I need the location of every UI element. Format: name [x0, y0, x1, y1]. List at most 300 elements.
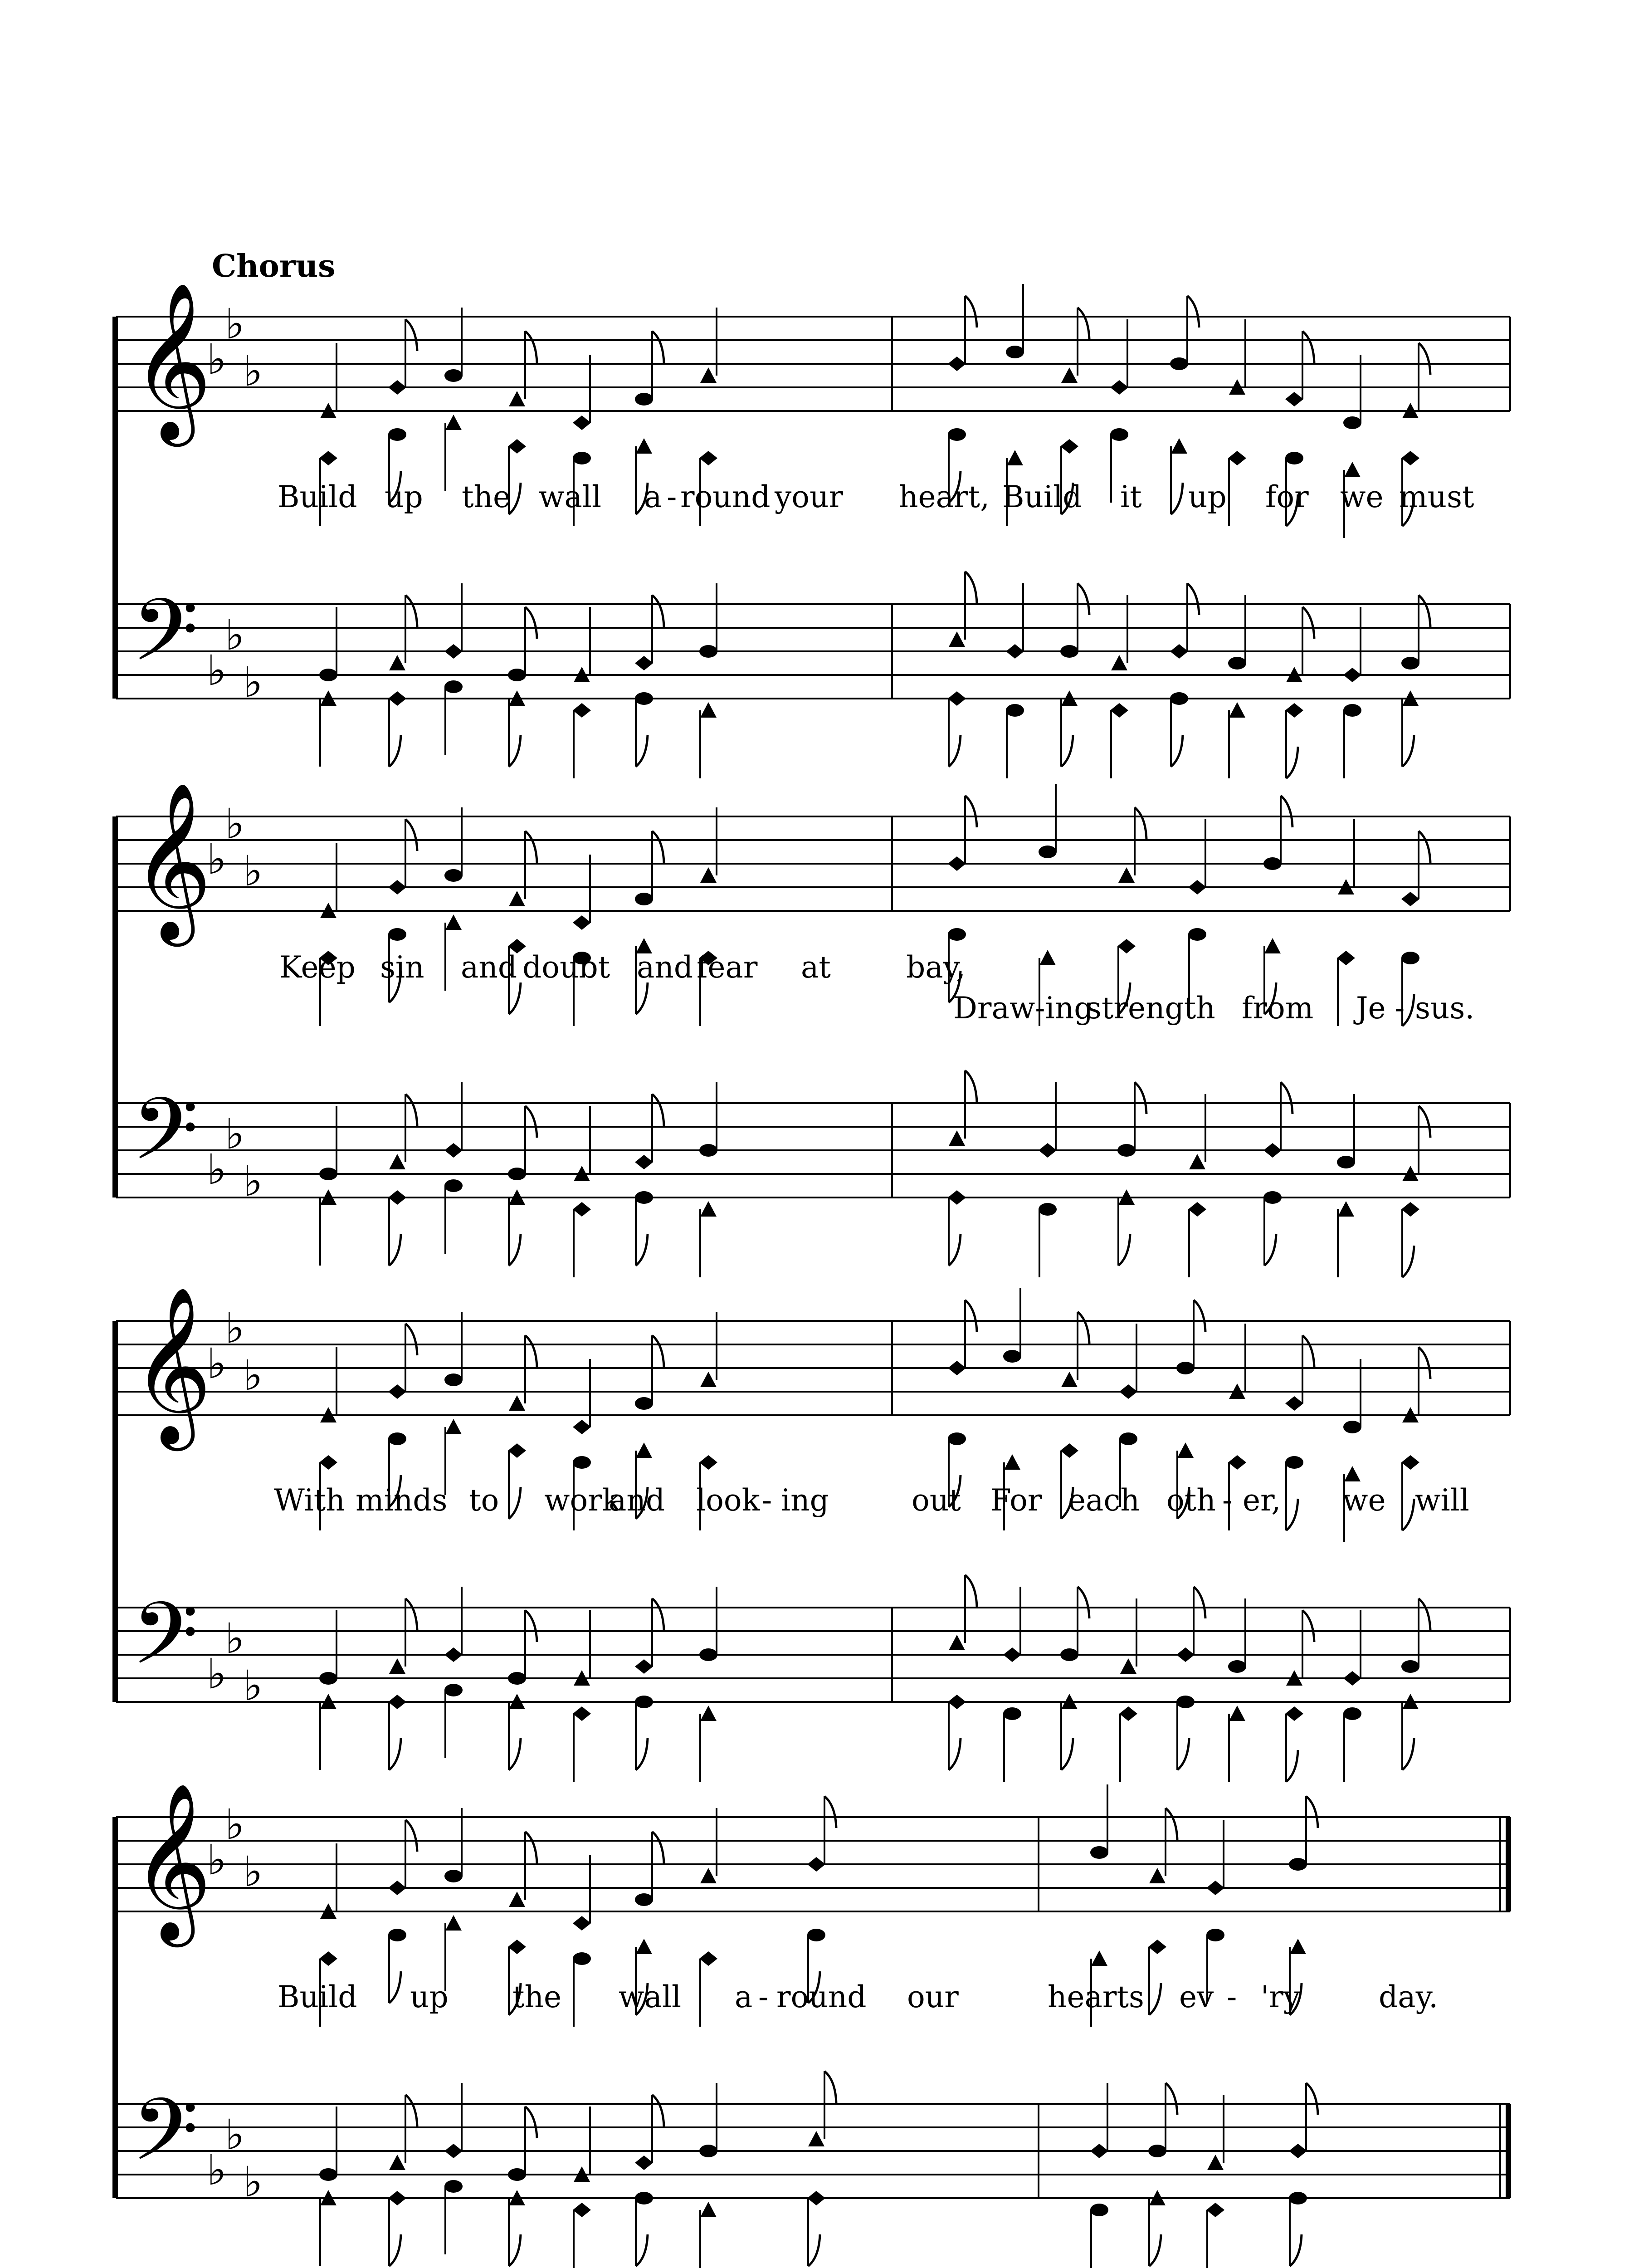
- bass-staff: [116, 1103, 1510, 1198]
- lyric-syllable: With: [274, 1483, 345, 1518]
- note-head: [509, 391, 525, 406]
- note-head: [1003, 1707, 1021, 1720]
- note-head: [508, 1168, 526, 1180]
- note-head: [949, 1635, 965, 1650]
- note-head: [1401, 952, 1419, 964]
- note-head: [948, 1361, 966, 1375]
- note-head: [508, 1940, 526, 1954]
- note-head: [444, 1374, 463, 1386]
- note-flag: [389, 1971, 401, 2003]
- note-head: [1289, 1858, 1307, 1871]
- note-head: [1004, 1454, 1020, 1470]
- music-system-2: [112, 781, 1510, 1277]
- note-head: [444, 1647, 463, 1662]
- note-head: [1285, 452, 1303, 464]
- note-flag: [509, 1738, 521, 1770]
- note-flag: [1149, 1983, 1161, 2015]
- note-flag: [1264, 1234, 1276, 1266]
- note-head: [573, 1952, 591, 1965]
- note-head: [1176, 1696, 1195, 1708]
- note-head: [1117, 939, 1136, 953]
- note-head: [1289, 2192, 1307, 2204]
- note-head: [319, 1168, 337, 1180]
- note-head: [1177, 1442, 1194, 1458]
- flat-sign-icon: ♭: [207, 2146, 227, 2195]
- lyric-syllable: it: [1120, 479, 1142, 514]
- flat-sign-icon: ♭: [225, 611, 245, 660]
- lyric-syllable: from: [1242, 991, 1314, 1026]
- note-head: [1264, 938, 1281, 953]
- note-flag: [1419, 831, 1430, 863]
- note-head: [700, 367, 717, 383]
- note-flag: [1402, 1246, 1414, 1277]
- note-flag: [525, 1610, 537, 1642]
- note-head: [319, 1951, 337, 1966]
- note-head: [573, 452, 591, 464]
- note-head: [1188, 1202, 1206, 1217]
- note-head: [1188, 928, 1206, 941]
- note-head: [635, 1191, 653, 1204]
- flat-sign-icon: ♭: [243, 658, 263, 707]
- lyric-syllable: your: [775, 479, 844, 514]
- note-head: [508, 1672, 526, 1685]
- note-head: [1039, 1203, 1057, 1216]
- note-flag: [652, 1832, 664, 1863]
- note-flag: [1302, 331, 1314, 363]
- lyric-syllable: a: [735, 1980, 753, 2014]
- note-head: [948, 1432, 966, 1445]
- note-head: [1207, 2155, 1224, 2170]
- note-head: [1060, 439, 1078, 454]
- note-head: [1338, 1201, 1354, 1217]
- note-flag: [509, 2234, 521, 2266]
- note-head: [1171, 438, 1187, 454]
- note-flag: [965, 796, 977, 827]
- note-head: [1148, 1940, 1166, 1954]
- note-flag: [389, 1234, 401, 1266]
- system-bracket: [112, 1321, 118, 1702]
- note-head: [1290, 1939, 1306, 1954]
- lyric-syllable: hearts: [1048, 1980, 1144, 2014]
- lyric-syllable: Keep: [279, 950, 356, 985]
- note-flag: [652, 331, 664, 363]
- note-head: [509, 1395, 525, 1411]
- note-head: [509, 891, 525, 906]
- note-head: [635, 1397, 653, 1410]
- lyric-syllable: strength: [1086, 991, 1215, 1026]
- note-head: [444, 680, 463, 693]
- note-flag: [1290, 2234, 1302, 2266]
- note-flag: [1078, 583, 1089, 615]
- lyric-syllable: er,: [1243, 1483, 1281, 1518]
- flat-sign-icon: ♭: [243, 1351, 263, 1400]
- note-heads: [319, 784, 1430, 1277]
- note-head: [635, 393, 653, 406]
- note-head: [1006, 704, 1024, 717]
- note-head: [573, 703, 591, 718]
- note-flag: [525, 1106, 537, 1138]
- lyric-hyphen: -: [1227, 1980, 1237, 2014]
- note-head: [1263, 1191, 1282, 1204]
- note-head: [1285, 1706, 1303, 1721]
- note-head: [948, 357, 966, 371]
- note-head: [319, 2168, 337, 2181]
- note-flag: [1306, 2083, 1318, 2115]
- note-head: [948, 1695, 966, 1709]
- note-head: [1006, 644, 1024, 659]
- note-head: [444, 1684, 463, 1696]
- note-head: [635, 2192, 653, 2204]
- lyric-syllable: our: [907, 1980, 959, 2014]
- note-head: [1229, 702, 1245, 718]
- note-head: [388, 1384, 406, 1399]
- note-head: [445, 1915, 462, 1931]
- note-flag: [1281, 1082, 1292, 1114]
- note-flag: [652, 1598, 664, 1630]
- music-system-3: [112, 1286, 1510, 1782]
- flat-sign-icon: ♭: [207, 1145, 227, 1194]
- note-head: [1343, 704, 1361, 717]
- note-head: [1117, 1144, 1136, 1157]
- lyrics-line-1: [278, 479, 1474, 514]
- note-head: [1061, 367, 1078, 383]
- note-head: [444, 2180, 463, 2193]
- lyric-syllable: Je: [1356, 991, 1386, 1026]
- note-head: [699, 451, 717, 465]
- note-flag: [389, 1738, 401, 1770]
- note-head: [445, 1419, 462, 1434]
- flat-sign-icon: ♭: [243, 347, 263, 396]
- lyric-syllable: fear: [697, 950, 758, 985]
- note-flag: [965, 1070, 977, 1102]
- note-flag: [509, 1234, 521, 1266]
- music-system-1: [112, 281, 1510, 778]
- note-head: [807, 2191, 825, 2205]
- flat-sign-icon: ♭: [225, 300, 245, 348]
- note-head: [573, 1420, 591, 1434]
- lyric-hyphen: -: [758, 1980, 769, 2014]
- note-flag: [965, 572, 977, 603]
- flat-sign-icon: ♭: [243, 1157, 263, 1206]
- note-flag: [636, 1738, 648, 1770]
- final-bar-line: [1506, 2104, 1511, 2198]
- note-head: [636, 1939, 652, 1954]
- note-flag: [509, 1487, 521, 1519]
- note-head: [444, 644, 463, 659]
- note-head: [388, 691, 406, 706]
- note-flag: [405, 1324, 417, 1355]
- note-flag: [1286, 1499, 1298, 1530]
- note-flag: [405, 319, 417, 351]
- note-head: [1039, 1143, 1057, 1158]
- lyrics-line-2: [279, 950, 1474, 1026]
- note-head: [1060, 645, 1078, 658]
- lyric-syllable: look: [696, 1483, 760, 1518]
- note-head: [445, 415, 462, 430]
- note-head: [949, 1130, 965, 1146]
- note-flag: [1135, 1082, 1146, 1114]
- note-head: [1003, 1350, 1021, 1363]
- lyric-syllable: out: [912, 1483, 961, 1518]
- note-head: [444, 1179, 463, 1192]
- note-head: [948, 428, 966, 441]
- note-flag: [1402, 1738, 1414, 1770]
- note-head: [1343, 1421, 1361, 1433]
- lyric-syllable: ev: [1179, 1980, 1214, 2014]
- bass-staff: [116, 604, 1510, 699]
- note-flag: [1078, 1312, 1089, 1344]
- flat-sign-icon: ♭: [243, 847, 263, 895]
- note-flag: [525, 1335, 537, 1367]
- note-head: [1119, 1706, 1137, 1721]
- note-head: [635, 2156, 653, 2170]
- flat-sign-icon: ♭: [207, 335, 227, 384]
- note-head: [444, 2144, 463, 2158]
- note-head: [1006, 346, 1024, 358]
- note-head: [573, 915, 591, 930]
- note-head: [573, 2203, 591, 2217]
- lyric-syllable: at: [801, 950, 831, 985]
- lyric-syllable: sus.: [1415, 991, 1475, 1026]
- lyric-syllable: and: [609, 1483, 665, 1518]
- note-flag: [965, 296, 977, 327]
- note-head: [389, 2155, 405, 2170]
- note-flag: [652, 1094, 664, 1126]
- lyric-syllable: up: [410, 1980, 449, 2014]
- note-flag: [965, 1575, 977, 1607]
- note-flag: [509, 982, 521, 1014]
- note-flag: [1402, 1499, 1414, 1530]
- note-head: [699, 1951, 717, 1966]
- note-head: [444, 369, 463, 382]
- note-head: [1206, 2203, 1224, 2217]
- lyric-syllable: oth: [1166, 1483, 1216, 1518]
- note-head: [509, 1892, 525, 1907]
- note-flag: [405, 1094, 417, 1126]
- note-head: [700, 867, 717, 883]
- note-head: [508, 439, 526, 454]
- bass-staff: [116, 1608, 1510, 1702]
- note-head: [1110, 428, 1128, 441]
- note-head: [948, 1190, 966, 1205]
- note-flag: [1302, 607, 1314, 639]
- note-head: [388, 428, 406, 441]
- lyric-syllable: up: [1188, 479, 1227, 514]
- note-flag: [525, 1832, 537, 1863]
- note-head: [1401, 657, 1419, 670]
- lyric-syllable: ing: [781, 1483, 829, 1518]
- note-head: [319, 669, 337, 681]
- note-flag: [1286, 747, 1298, 778]
- flat-sign-icon: ♭: [225, 800, 245, 848]
- note-head: [388, 928, 406, 941]
- note-head: [635, 1659, 653, 1674]
- note-head: [700, 1201, 717, 1217]
- note-head: [573, 1916, 591, 1931]
- note-flag: [949, 1234, 961, 1266]
- note-flag: [636, 2234, 648, 2266]
- lyric-syllable: doubt: [522, 950, 610, 985]
- note-head: [636, 438, 652, 454]
- note-head: [1091, 1950, 1107, 1966]
- note-flag: [1194, 1300, 1205, 1332]
- note-head: [1039, 950, 1056, 965]
- note-flag: [405, 819, 417, 851]
- note-head: [1344, 462, 1361, 477]
- note-flag: [1166, 2083, 1177, 2115]
- note-head: [1110, 380, 1128, 395]
- lyrics-line-4: [278, 1980, 1438, 2014]
- lyric-syllable: sin: [380, 950, 424, 985]
- treble-clef-icon: 𝄞: [132, 781, 212, 939]
- note-heads: [319, 1784, 1318, 2268]
- note-flag: [525, 831, 537, 863]
- lyric-syllable: For: [990, 1483, 1042, 1518]
- note-flag: [652, 2095, 664, 2126]
- note-head: [1176, 1362, 1195, 1374]
- note-head: [635, 1696, 653, 1708]
- note-head: [1119, 1432, 1137, 1445]
- flat-sign-icon: ♭: [243, 1848, 263, 1896]
- note-flag: [1419, 595, 1430, 627]
- note-flag: [808, 2234, 820, 2266]
- note-head: [808, 2131, 824, 2146]
- note-flag: [509, 735, 521, 767]
- lyric-syllable: must: [1399, 479, 1474, 514]
- note-head: [1148, 2145, 1166, 2157]
- note-head: [1228, 1660, 1246, 1673]
- lyric-syllable: Build: [278, 479, 357, 514]
- note-flag: [1419, 343, 1430, 375]
- note-heads: [319, 1288, 1430, 1782]
- note-flag: [1419, 1598, 1430, 1630]
- note-head: [388, 880, 406, 894]
- note-head: [1060, 1648, 1078, 1661]
- note-head: [948, 856, 966, 871]
- flat-sign-icon: ♭: [225, 1110, 245, 1158]
- note-head: [1118, 867, 1135, 883]
- lyric-syllable: day.: [1379, 1980, 1439, 2014]
- note-flag: [389, 735, 401, 767]
- note-head: [1401, 1202, 1419, 1217]
- lyric-syllable: wall: [619, 1980, 682, 2014]
- final-bar-line: [1506, 1817, 1511, 1911]
- note-flag: [949, 1738, 961, 1770]
- flat-sign-icon: ♭: [225, 1304, 245, 1353]
- note-flag: [1166, 1808, 1177, 1840]
- music-system-4: [112, 1782, 1511, 2268]
- note-flag: [1078, 308, 1089, 339]
- lyric-syllable: Build: [1002, 479, 1082, 514]
- lyric-syllable: round: [776, 1980, 867, 2014]
- note-head: [1285, 703, 1303, 718]
- note-flag: [1061, 1738, 1073, 1770]
- note-head: [388, 1190, 406, 1205]
- flat-sign-icon: ♭: [243, 2158, 263, 2206]
- system-bracket: [112, 1817, 118, 2198]
- lyric-syllable: minds: [356, 1483, 448, 1518]
- note-head: [807, 1857, 825, 1872]
- note-head: [1003, 1647, 1021, 1662]
- note-head: [1228, 451, 1246, 465]
- note-flag: [949, 735, 961, 767]
- note-head: [1343, 1671, 1361, 1686]
- note-flag: [405, 1820, 417, 1852]
- treble-clef-icon: 𝄞: [132, 1286, 212, 1444]
- note-flag: [652, 831, 664, 863]
- note-flag: [1177, 1738, 1189, 1770]
- lyric-syllable: Draw-ing: [953, 991, 1093, 1026]
- note-flag: [525, 2107, 537, 2138]
- note-flag: [824, 1796, 836, 1828]
- note-head: [1176, 1647, 1195, 1662]
- note-flag: [636, 1234, 648, 1266]
- note-head: [444, 1143, 463, 1158]
- note-head: [1228, 657, 1246, 670]
- lyric-syllable: wall: [539, 479, 602, 514]
- note-head: [1090, 2204, 1108, 2216]
- lyric-syllable: and: [637, 950, 693, 985]
- lyric-syllable: up: [385, 479, 423, 514]
- note-head: [1401, 1455, 1419, 1470]
- note-head: [1120, 1658, 1136, 1674]
- note-flag: [405, 2095, 417, 2126]
- note-flag: [965, 1300, 977, 1332]
- note-head: [573, 415, 591, 430]
- note-flag: [1187, 296, 1199, 327]
- note-flag: [636, 735, 648, 767]
- treble-staff: [116, 816, 1510, 911]
- note-head: [1061, 1372, 1078, 1387]
- lyric-syllable: the: [462, 479, 511, 514]
- note-head: [699, 1648, 717, 1661]
- note-head: [635, 692, 653, 705]
- note-flag: [1187, 583, 1199, 615]
- flat-sign-icon: ♭: [207, 1339, 227, 1388]
- note-head: [949, 631, 965, 647]
- lyric-syllable: a: [644, 479, 662, 514]
- note-head: [389, 1154, 405, 1169]
- note-head: [508, 669, 526, 681]
- lyric-hyphen: -: [667, 479, 677, 514]
- note-head: [1119, 1384, 1137, 1399]
- note-head: [1401, 1660, 1419, 1673]
- note-head: [699, 1144, 717, 1157]
- lyric-syllable: heart,: [899, 479, 990, 514]
- note-head: [1060, 1443, 1078, 1458]
- note-head: [635, 1155, 653, 1169]
- note-head: [700, 1372, 717, 1387]
- treble-clef-icon: 𝄞: [132, 281, 212, 440]
- note-head: [1149, 1868, 1166, 1883]
- note-flag: [652, 1335, 664, 1367]
- note-head: [1401, 451, 1419, 465]
- note-head: [573, 1456, 591, 1469]
- lyric-syllable: the: [512, 1980, 562, 2014]
- flat-sign-icon: ♭: [207, 1650, 227, 1698]
- flat-sign-icon: ♭: [225, 2111, 245, 2159]
- note-head: [635, 656, 653, 670]
- note-head: [1189, 1154, 1205, 1169]
- note-head: [1170, 644, 1188, 659]
- note-head: [1111, 655, 1127, 670]
- note-flag: [1281, 796, 1292, 827]
- note-head: [807, 1929, 825, 1941]
- flat-sign-icon: ♭: [243, 1662, 263, 1710]
- note-head: [388, 1695, 406, 1709]
- bass-clef-icon: 𝄢: [132, 1080, 199, 1201]
- note-head: [699, 1455, 717, 1470]
